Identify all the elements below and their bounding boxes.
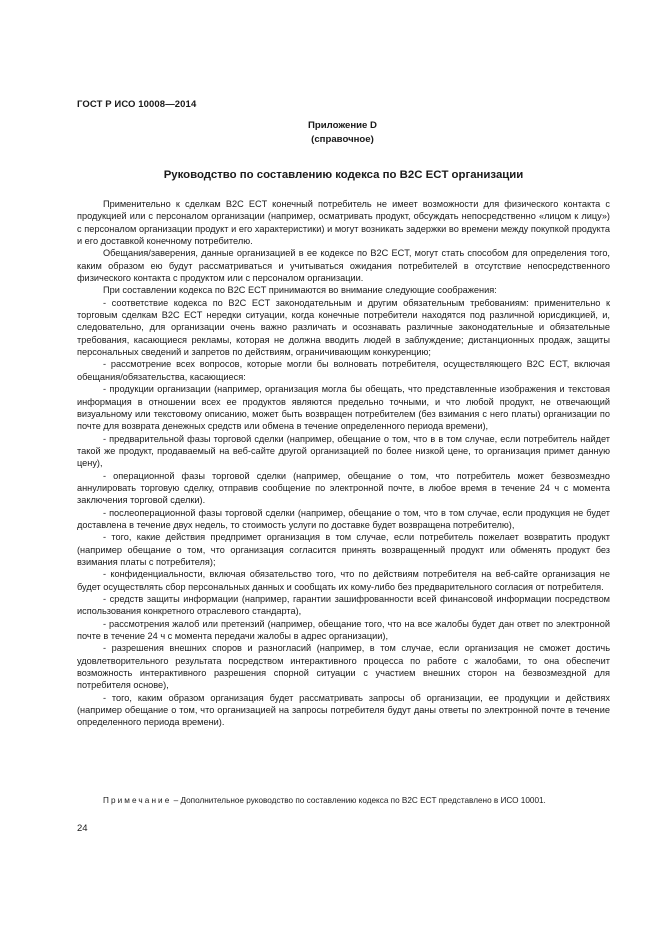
appendix-subtitle: (справочное) — [311, 134, 374, 145]
list-item: - соответствие кодекса по B2C ECT законодательным и другим обязательным требованиям: применительно к торговым сделкам B2C ECT нередки ситуации, когда конечные потребители находятся под различной юрисдикцией, и, следовательно, для организации очень важно различать и осознавать различные законодательные и обязательные требования, касающиеся рекламы, которая не должна вводить людей в заблуждение; дистанционных продаж, защиты персональных сведений и запретов по действиям, ограничивающим конкуренцию; — [77, 297, 610, 358]
list-item: - рассмотрение всех вопросов, которые могли бы волновать потребителя, осуществляющего B2C ECT, включая обещания/обязательства, касающиеся: — [77, 359, 610, 382]
document-body — [77, 198, 610, 729]
page-number: 24 — [77, 823, 88, 834]
note-text: – Дополнительное руководство по составлению кодекса по B2C ECT представлено в ИСО 10001. — [171, 796, 546, 805]
document-header: ГОСТ Р ИСО 10008—2014 — [77, 99, 197, 110]
list-item: - предварительной фазы торговой сделки (например, обещание о том, что в в том случае, если потребитель найдет такой же продукт, продаваемый на веб-сайте другой организацией по более низкой цене, то организация примет данную цену), — [77, 433, 610, 469]
appendix-title: Приложение D — [308, 120, 377, 131]
list-item: - операционной фазы торговой сделки (например, обещание о том, что потребитель может безвозмездно аннулировать торговую сделку, отправив сообщение по электронной почте, в любое время в течение 24 ч с момента заключения торговой сделки). — [77, 470, 610, 506]
list-item: - продукции организации (например, организация могла бы обещать, что представленные изображения и текстовая информация в отношении всех ее продуктов являются предельно точными, и что любой продукт, не отвечающий визуальному или текстовому описанию, может быть возвращен потребителем (без взимания с него платы) организации по почте для возврата денежных средств или обмена в течение определенного периода времени), — [77, 384, 610, 432]
paragraph: Применительно к сделкам B2C ECT конечный потребитель не имеет возможности для физического контакта с продукцией или с персоналом организации (например, осматривать продукт, обсуждать непосредственно «лицом к лицу») с персоналом организации продукт и его характеристики) и могут возникать задержки во времени между покупкой продукта и его доставкой конечному потребителю. — [77, 199, 610, 247]
list-item: - разрешения внешних споров и разногласий (например, в том случае, если организация не сможет достичь удовлетворительного результата посредством интерактивного процесса по работе с жалобами, то она обеспечит возможность интерактивного разрешения спорной ситуации с участием внешних сторон на безвозмездной для потребителя основе), — [77, 643, 610, 691]
note-label: Примечание — [103, 796, 172, 805]
list-item: - того, какие действия предпримет организация в том случае, если потребитель пожелает возвратить продукт (например обещание о том, что организация согласится принять возвращенный продукт или обменять продукт без взимания платы с потребителя); — [77, 532, 610, 567]
note — [103, 796, 546, 805]
list-item: - послеоперационной фазы торговой сделки (например, обещание о том, что в том случае, если продукция не будет доставлена в течение двух недель, то стоимость услуги по доставке будет возвращена потребителю), — [77, 507, 610, 530]
list-item: - рассмотрения жалоб или претензий (например, обещание того, что на все жалобы будет дан ответ по электронной почте в течение 24 ч с момента передачи жалобы в адрес организации), — [77, 618, 610, 642]
document-title: Руководство по составлению кодекса по B2C ECT организации — [163, 169, 524, 181]
list-item: - конфиденциальности, включая обязательство того, что по действиям потребителя на веб-сайте организация не будет осуществлять сбор персональных данных и сообщать их кому-либо без предварительного согласия от потребителя. — [77, 569, 610, 592]
list-item: - того, каким образом организация будет рассматривать запросы об организации, ее продукции и действиях (например обещание о том, что организацией на запросы потребителя будут даны ответы по электронной почте в течение определенного периода времени). — [77, 692, 610, 728]
paragraph: При составлении кодекса по B2C ECT принимаются во внимание следующие соображения: — [103, 285, 497, 296]
list-item: - средств защиты информации (например, гарантии зашифрованности всей финансовой информации посредством использования конкретного отраслевого стандарта), — [77, 594, 610, 617]
paragraph: Обещания/заверения, данные организацией в ее кодексе по B2C ECT, могут стать способом для определения того, каким образом ею будут рассматриваться и учитываться ожидания потребителей в отсутствие непосредственного физического контакта с продуктом или с персоналом организации. — [77, 248, 610, 284]
